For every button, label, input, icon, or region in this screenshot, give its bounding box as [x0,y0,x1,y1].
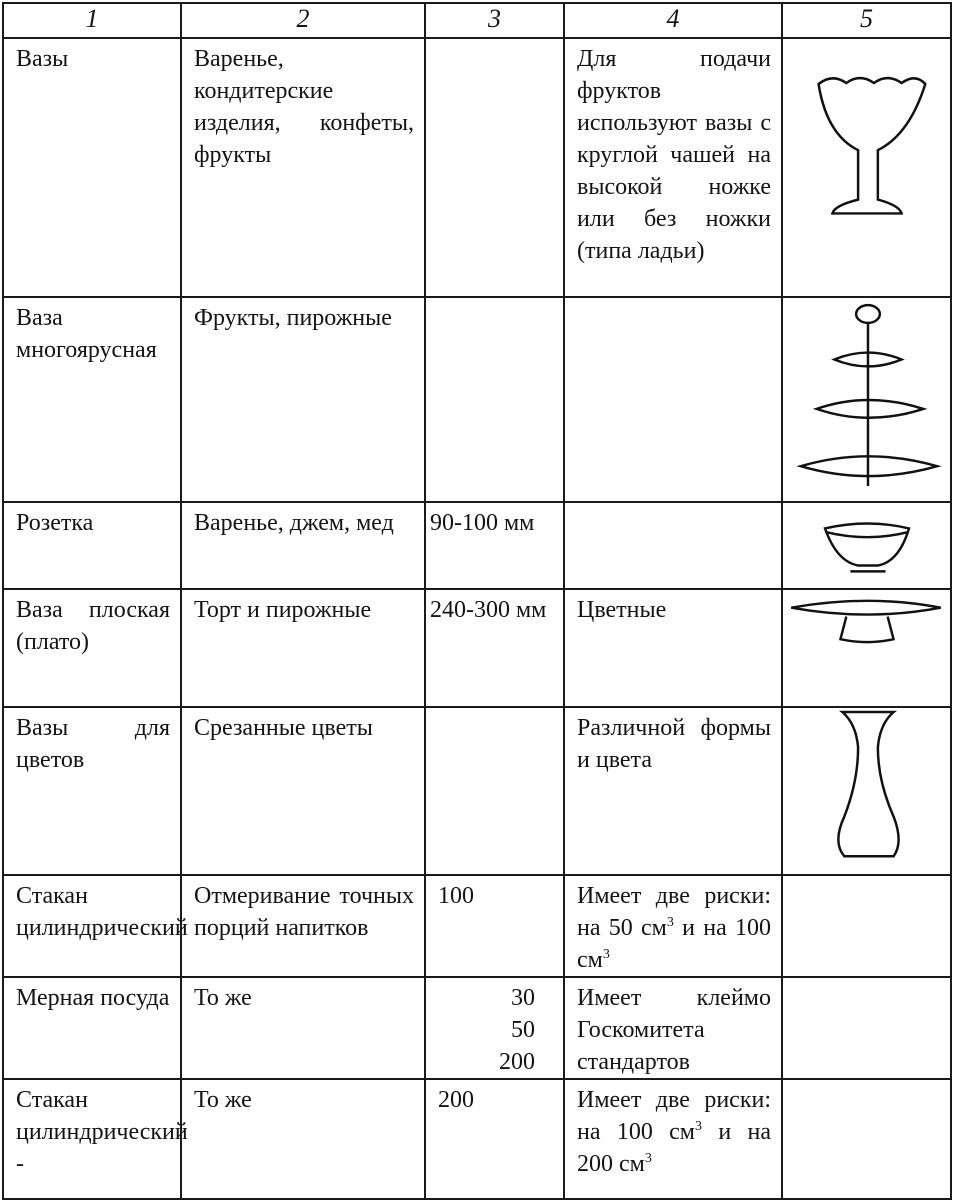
column-header: 2 [181,3,425,38]
header-row [3,3,951,38]
item-size [426,298,563,302]
item-name: Стакан цилиндрический - [16,1087,188,1177]
item-size: 200 [438,1087,474,1113]
item-size: 100 [438,883,474,909]
table-row [3,297,951,502]
item-note: Различной формы и цвета [577,715,771,773]
item-note: Имеет клеймо Госкомитета стандартов [577,985,771,1075]
table-row [3,38,951,297]
item-note: Цветные [577,597,667,623]
empty-cell [782,977,951,1079]
empty-cell [782,875,951,977]
table-row [3,707,951,875]
glassware-table [2,2,952,1200]
item-size: 240-300 мм [430,597,547,623]
item-note: Имеет две риски: на 50 $см^3$ и на 100 $см^3$ [577,883,772,973]
table-row [3,977,951,1079]
item-note: Имеет две риски: на 100 $см^3$ и на 200 $см^3$ [577,1087,771,1177]
item-name: Вазы [16,46,69,72]
item-use: Варенье, джем, мед [194,510,394,536]
item-name: Мерная посуда [16,985,170,1011]
table-row [3,875,951,977]
table-row [3,502,951,589]
rosette-bowl-icon [782,502,951,589]
flower-vase-icon [782,707,951,875]
item-name: Ваза многоярусная [16,305,157,363]
item-name: Вазы для цветов [16,715,170,773]
item-use: Фрукты, пирожные [194,305,392,331]
item-size: 90-100 мм [430,510,535,536]
item-use: То же [194,1087,252,1113]
item-note: Для подачи фруктов используют вазы с круглой чашей на высокой ножке или без ножки (типа ладьи) [577,46,771,264]
column-header: 5 [782,3,951,38]
item-size [426,708,563,712]
item-sizes: 30 50 200 [499,985,535,1075]
item-use: Торт и пирожные [194,597,372,623]
column-header: 4 [564,3,782,38]
table-row [3,1079,951,1199]
item-name: Стакан цилиндрический [16,883,188,941]
item-note [565,298,781,302]
cake-stand-icon [782,589,951,707]
item-note [565,503,781,507]
item-name: Ваза плоская (плато) [16,597,170,655]
item-use: То же [194,985,252,1011]
tiered-vase-icon [782,297,951,502]
column-header: 1 [3,3,181,38]
item-size [426,39,563,43]
item-name: Розетка [16,510,94,536]
item-use: Срезанные цветы [194,715,373,741]
item-use: Варенье, кондитерские изделия, конфеты, фрукты [194,46,414,168]
table-row [3,589,951,707]
item-use: Отмеривание точных порций напитков [194,883,414,941]
column-header: 3 [425,3,564,38]
empty-cell [782,1079,951,1199]
fruit-vase-icon [782,38,951,297]
